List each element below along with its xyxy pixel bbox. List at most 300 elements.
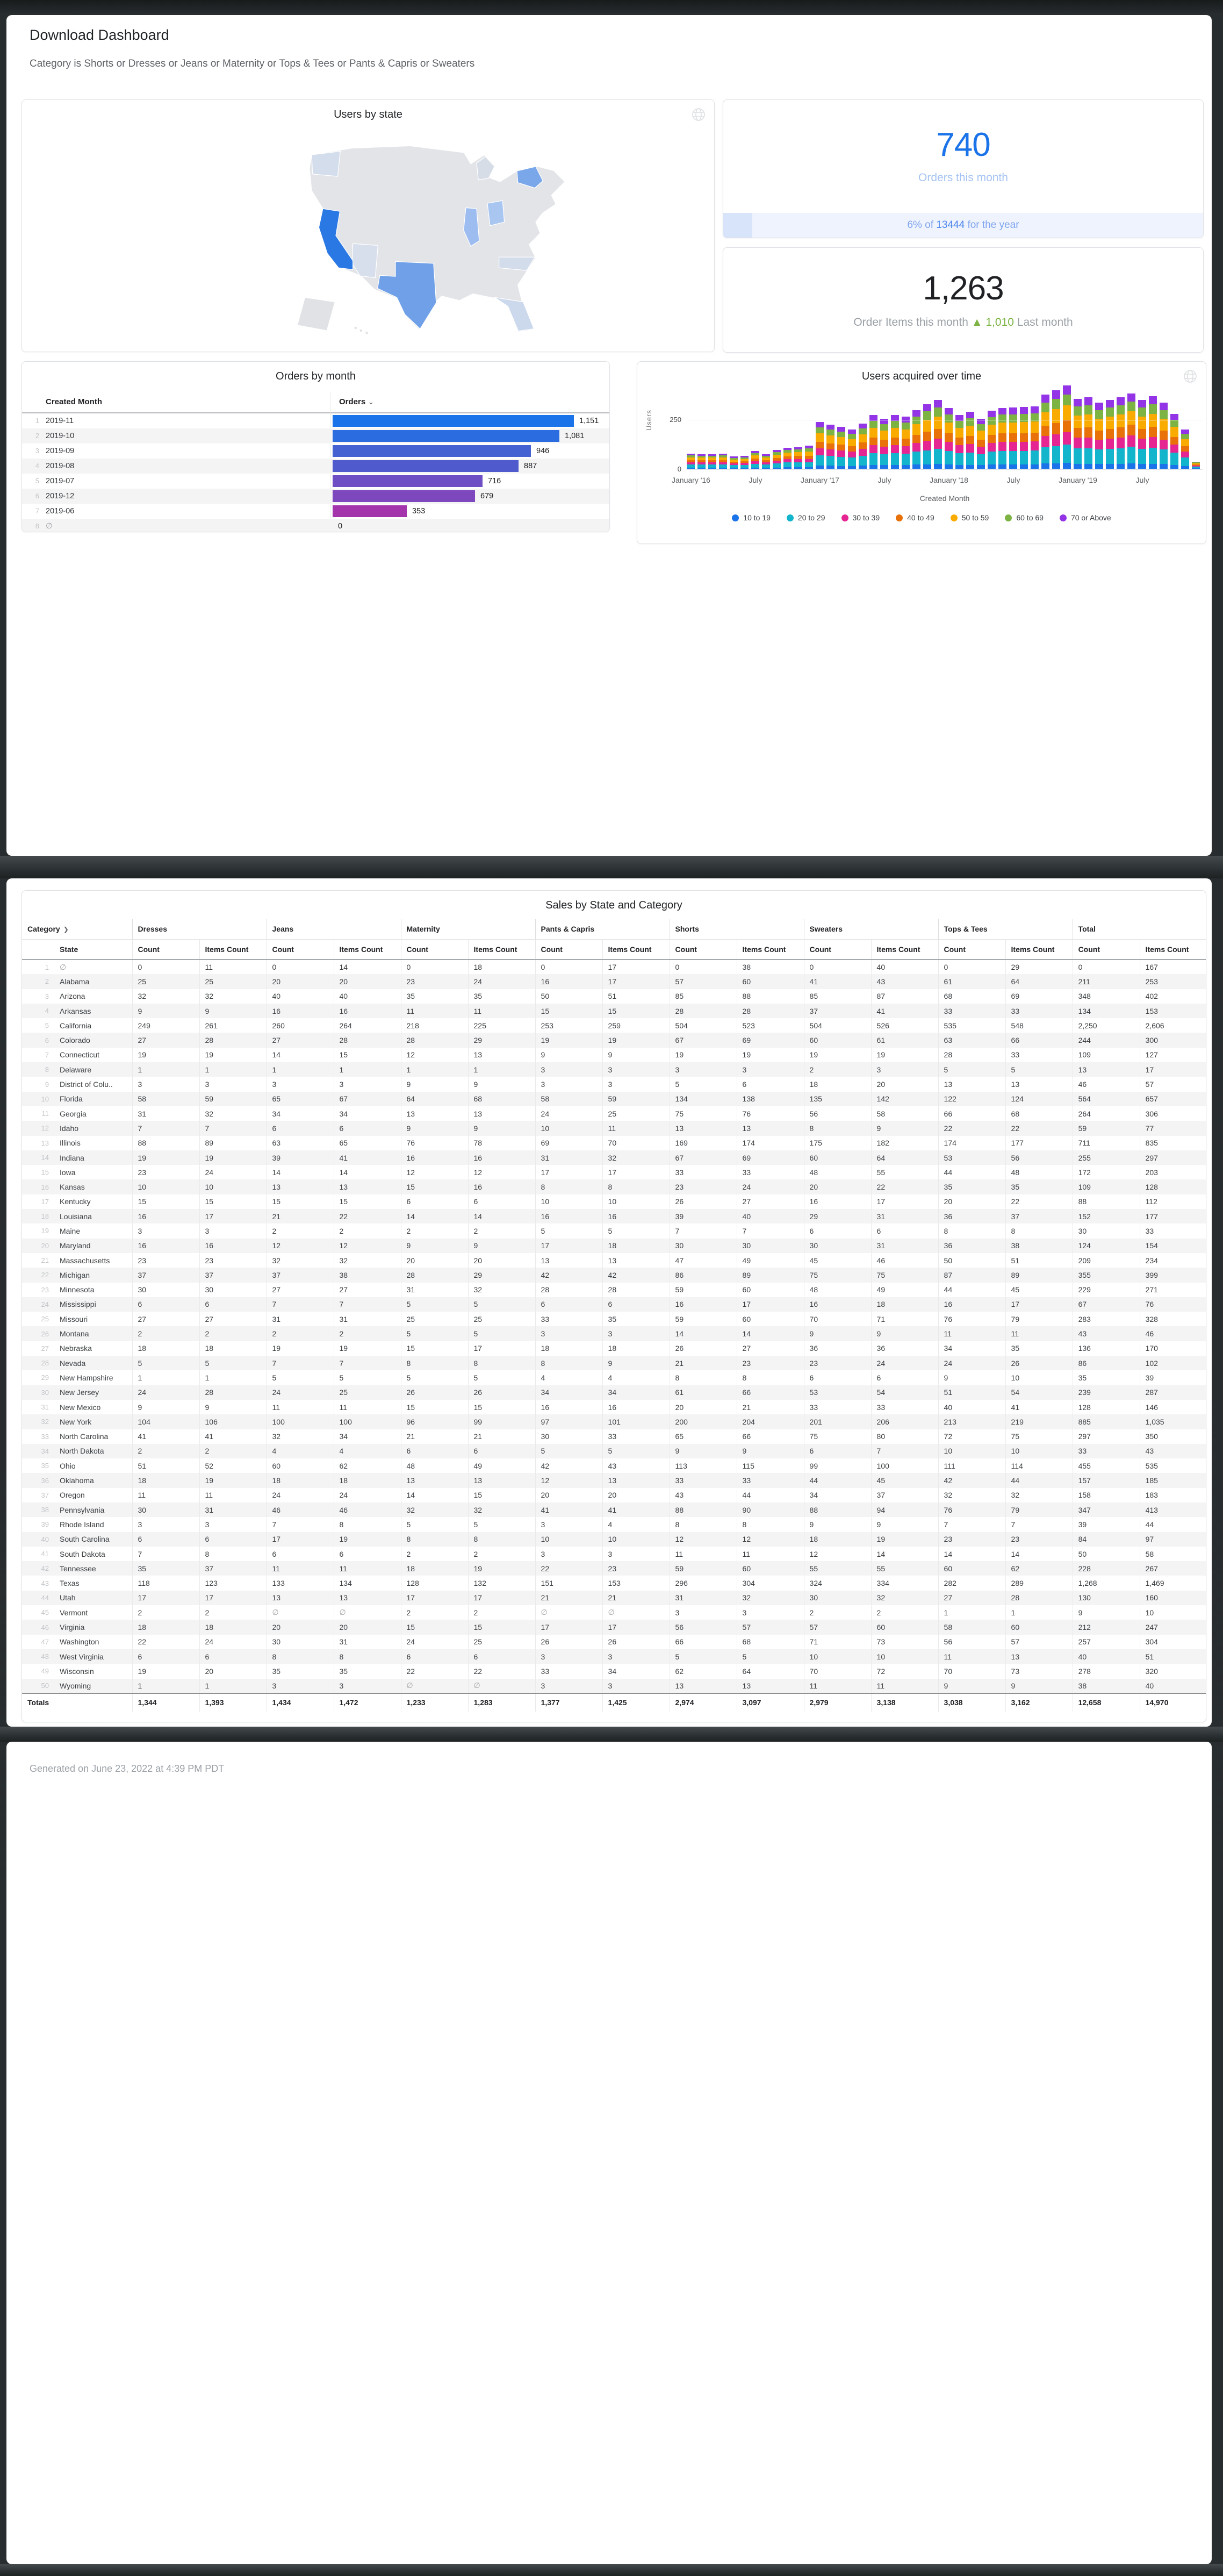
- measure-cell[interactable]: 33: [737, 1473, 804, 1487]
- measure-cell[interactable]: 2,606: [1140, 1018, 1206, 1033]
- state-alaska[interactable]: [297, 297, 335, 331]
- bar-segment[interactable]: [891, 465, 899, 469]
- measure-cell[interactable]: 33: [737, 1165, 804, 1179]
- state-cell[interactable]: Illinois: [60, 1139, 81, 1148]
- measure-cell[interactable]: 30: [804, 1239, 871, 1253]
- bar-segment[interactable]: [1020, 422, 1028, 433]
- measure-cell[interactable]: 25: [602, 1106, 670, 1121]
- bar-segment[interactable]: [1052, 463, 1060, 469]
- measure-cell[interactable]: 49: [871, 1283, 938, 1297]
- measure-cell[interactable]: 123: [199, 1576, 267, 1590]
- measure-cell[interactable]: 134: [1073, 1004, 1140, 1018]
- measure-cell[interactable]: 26: [535, 1635, 602, 1649]
- measure-cell[interactable]: 289: [1005, 1576, 1073, 1590]
- measure-cell[interactable]: 5: [535, 1223, 602, 1238]
- bar-segment[interactable]: [1106, 417, 1114, 429]
- measure-cell[interactable]: 22: [334, 1209, 401, 1223]
- measure-cell[interactable]: 59: [602, 1092, 670, 1106]
- bar-segment[interactable]: [1138, 417, 1146, 429]
- measure-cell[interactable]: 33: [670, 1473, 737, 1487]
- measure-cell[interactable]: 13: [468, 1048, 535, 1062]
- measure-cell[interactable]: 5: [401, 1326, 468, 1341]
- measure-cell[interactable]: 34: [804, 1488, 871, 1502]
- measure-cell[interactable]: 71: [804, 1635, 871, 1649]
- measure-cell[interactable]: 51: [1005, 1253, 1073, 1268]
- bar-segment[interactable]: [934, 449, 942, 464]
- measure-cell[interactable]: 85: [804, 989, 871, 1004]
- bar-segment[interactable]: [1084, 438, 1092, 448]
- measure-cell[interactable]: 39: [267, 1150, 334, 1165]
- measure-cell[interactable]: 45: [871, 1473, 938, 1487]
- bar-segment[interactable]: [945, 464, 953, 469]
- bar-segment[interactable]: [816, 433, 824, 442]
- measure-cell[interactable]: 54: [1005, 1385, 1073, 1400]
- measure-cell[interactable]: 177: [1140, 1209, 1206, 1223]
- measure-cell[interactable]: 28: [1005, 1591, 1073, 1605]
- measure-cell[interactable]: 44: [804, 1473, 871, 1487]
- measure-cell[interactable]: 5: [334, 1370, 401, 1385]
- bar-segment[interactable]: [1031, 433, 1039, 441]
- measure-cell[interactable]: 8: [737, 1370, 804, 1385]
- bar-segment[interactable]: [1084, 405, 1092, 414]
- measure-cell[interactable]: 5: [602, 1223, 670, 1238]
- bar-segment[interactable]: [1138, 439, 1146, 449]
- measure-cell[interactable]: 10: [199, 1179, 267, 1194]
- total-cell[interactable]: 2,974: [670, 1693, 737, 1712]
- bar-segment[interactable]: [837, 457, 845, 466]
- measure-cell[interactable]: 32: [267, 1253, 334, 1268]
- measure-cell[interactable]: 6: [468, 1649, 535, 1664]
- bar-segment[interactable]: [1063, 463, 1071, 469]
- measure-cell[interactable]: 57: [737, 1620, 804, 1634]
- state-cell[interactable]: Wisconsin: [60, 1666, 94, 1676]
- measure-cell[interactable]: 33: [871, 1400, 938, 1414]
- orders-bar[interactable]: [333, 460, 519, 472]
- bar-segment[interactable]: [869, 428, 877, 438]
- measure-cell[interactable]: 22: [871, 1179, 938, 1194]
- measure-cell[interactable]: 22: [1005, 1121, 1073, 1135]
- measure-cell[interactable]: 278: [1073, 1664, 1140, 1678]
- bar-segment[interactable]: [1117, 448, 1125, 464]
- state-cell[interactable]: Utah: [60, 1593, 76, 1602]
- measure-header[interactable]: Items Count: [468, 939, 535, 960]
- measure-cell[interactable]: 44: [938, 1165, 1005, 1179]
- measure-cell[interactable]: 75: [804, 1429, 871, 1444]
- measure-cell[interactable]: 14: [871, 1547, 938, 1561]
- measure-cell[interactable]: 413: [1140, 1502, 1206, 1517]
- measure-cell[interactable]: 38: [1073, 1679, 1140, 1693]
- measure-cell[interactable]: 31: [334, 1635, 401, 1649]
- bar-segment[interactable]: [1149, 404, 1157, 414]
- state-ohio[interactable]: [487, 201, 505, 226]
- measure-cell[interactable]: 12: [804, 1547, 871, 1561]
- measure-cell[interactable]: 177: [1005, 1136, 1073, 1150]
- bar-segment[interactable]: [912, 443, 920, 452]
- stacked-bar-month[interactable]: [687, 454, 695, 469]
- measure-cell[interactable]: 7: [334, 1356, 401, 1370]
- measure-cell[interactable]: 11: [199, 960, 267, 974]
- total-cell[interactable]: 1,283: [468, 1693, 535, 1712]
- bar-segment[interactable]: [1074, 399, 1082, 406]
- measure-cell[interactable]: 5: [468, 1370, 535, 1385]
- measure-cell[interactable]: 32: [602, 1150, 670, 1165]
- measure-cell[interactable]: 15: [267, 1194, 334, 1209]
- measure-cell[interactable]: 657: [1140, 1092, 1206, 1106]
- measure-cell[interactable]: 44: [737, 1488, 804, 1502]
- state-cell[interactable]: New Hampshire: [60, 1373, 113, 1382]
- measure-cell[interactable]: 29: [1005, 960, 1073, 974]
- state-cell[interactable]: Connecticut: [60, 1050, 99, 1060]
- measure-cell[interactable]: 20: [267, 1620, 334, 1634]
- measure-cell[interactable]: 9: [602, 1048, 670, 1062]
- state-cell[interactable]: Montana: [60, 1329, 89, 1339]
- measure-cell[interactable]: 2: [267, 1326, 334, 1341]
- measure-cell[interactable]: 228: [1073, 1561, 1140, 1576]
- state-cell[interactable]: Texas: [60, 1579, 80, 1588]
- measure-cell[interactable]: 3: [535, 1547, 602, 1561]
- measure-cell[interactable]: 23: [1005, 1532, 1073, 1547]
- measure-cell[interactable]: 11: [401, 1004, 468, 1018]
- measure-cell[interactable]: 11: [132, 1488, 199, 1502]
- measure-cell[interactable]: 68: [468, 1092, 535, 1106]
- bar-segment[interactable]: [869, 421, 877, 428]
- measure-cell[interactable]: 14: [737, 1326, 804, 1341]
- bar-segment[interactable]: [1181, 452, 1189, 457]
- measure-cell[interactable]: 128: [401, 1576, 468, 1590]
- measure-cell[interactable]: 60: [737, 1561, 804, 1576]
- measure-cell[interactable]: 14: [334, 1165, 401, 1179]
- measure-cell[interactable]: 88: [670, 1502, 737, 1517]
- measure-cell[interactable]: 16: [602, 1209, 670, 1223]
- measure-cell[interactable]: 18: [132, 1341, 199, 1356]
- measure-cell[interactable]: 32: [468, 1283, 535, 1297]
- measure-cell[interactable]: 6: [401, 1444, 468, 1458]
- group-header[interactable]: Pants & Capris: [535, 919, 670, 939]
- column-header-orders[interactable]: Orders ⌄: [339, 397, 375, 406]
- measure-cell[interactable]: 10: [1140, 1605, 1206, 1620]
- total-cell[interactable]: 3,038: [938, 1693, 1005, 1712]
- measure-cell[interactable]: 76: [938, 1312, 1005, 1326]
- measure-cell[interactable]: 4: [535, 1370, 602, 1385]
- stacked-bar-month[interactable]: [977, 419, 985, 469]
- bar-segment[interactable]: [891, 438, 899, 445]
- measure-cell[interactable]: 32: [267, 1429, 334, 1444]
- bar-segment[interactable]: [1074, 416, 1082, 428]
- measure-cell[interactable]: 244: [1073, 1033, 1140, 1047]
- measure-cell[interactable]: 27: [199, 1312, 267, 1326]
- measure-cell[interactable]: 77: [1140, 1121, 1206, 1135]
- measure-cell[interactable]: 3: [871, 1062, 938, 1077]
- bar-segment[interactable]: [859, 428, 867, 434]
- measure-cell[interactable]: 6: [535, 1297, 602, 1312]
- measure-cell[interactable]: 24: [199, 1635, 267, 1649]
- group-header[interactable]: Total: [1073, 919, 1206, 939]
- measure-cell[interactable]: 11: [1005, 1326, 1073, 1341]
- bar-segment[interactable]: [1138, 464, 1146, 469]
- stacked-bar-month[interactable]: [1009, 407, 1017, 469]
- measure-cell[interactable]: 133: [267, 1576, 334, 1590]
- measure-cell[interactable]: 20: [535, 1488, 602, 1502]
- state-hawaii[interactable]: [359, 329, 363, 332]
- stacked-bar-month[interactable]: [880, 419, 888, 469]
- measure-cell[interactable]: 3: [334, 1679, 401, 1693]
- measure-cell[interactable]: 29: [468, 1033, 535, 1047]
- bar-segment[interactable]: [912, 435, 920, 443]
- measure-cell[interactable]: 19: [199, 1150, 267, 1165]
- created-month-cell[interactable]: 2019-06: [46, 507, 75, 516]
- measure-cell[interactable]: 41: [871, 1004, 938, 1018]
- measure-cell[interactable]: 89: [199, 1136, 267, 1150]
- measure-cell[interactable]: 19: [334, 1532, 401, 1547]
- measure-cell[interactable]: 56: [938, 1635, 1005, 1649]
- measure-cell[interactable]: 71: [871, 1312, 938, 1326]
- us-map[interactable]: [226, 128, 635, 339]
- measure-cell[interactable]: 3: [535, 1517, 602, 1532]
- bar-segment[interactable]: [1009, 451, 1017, 464]
- measure-cell[interactable]: 10: [535, 1532, 602, 1547]
- measure-cell[interactable]: 15: [468, 1488, 535, 1502]
- measure-cell[interactable]: 25: [199, 974, 267, 989]
- measure-cell[interactable]: 33: [535, 1664, 602, 1678]
- measure-cell[interactable]: 56: [804, 1106, 871, 1121]
- measure-cell[interactable]: 45: [1005, 1283, 1073, 1297]
- bar-segment[interactable]: [1020, 433, 1028, 442]
- measure-cell[interactable]: 32: [401, 1502, 468, 1517]
- measure-cell[interactable]: 62: [670, 1664, 737, 1678]
- measure-cell[interactable]: 68: [938, 989, 1005, 1004]
- stacked-bar-month[interactable]: [1084, 397, 1092, 469]
- measure-cell[interactable]: 8: [267, 1649, 334, 1664]
- state-cell[interactable]: Wyoming: [60, 1681, 91, 1690]
- measure-cell[interactable]: 157: [1073, 1473, 1140, 1487]
- bar-segment[interactable]: [848, 439, 856, 446]
- measure-cell[interactable]: 18: [199, 1341, 267, 1356]
- stacked-bar-month[interactable]: [740, 456, 749, 469]
- measure-cell[interactable]: 18: [804, 1532, 871, 1547]
- measure-cell[interactable]: 40: [871, 960, 938, 974]
- bar-segment[interactable]: [1149, 414, 1157, 427]
- measure-cell[interactable]: 304: [737, 1576, 804, 1590]
- measure-cell[interactable]: 18: [132, 1620, 199, 1634]
- bar-segment[interactable]: [1095, 419, 1103, 431]
- bar-segment[interactable]: [966, 426, 974, 436]
- measure-cell[interactable]: 27: [132, 1312, 199, 1326]
- bar-segment[interactable]: [859, 434, 867, 442]
- measure-cell[interactable]: 36: [804, 1341, 871, 1356]
- measure-cell[interactable]: 9: [1005, 1679, 1073, 1693]
- measure-cell[interactable]: 24: [132, 1385, 199, 1400]
- bar-segment[interactable]: [912, 424, 920, 435]
- bar-segment[interactable]: [966, 465, 974, 469]
- bar-segment[interactable]: [1031, 441, 1039, 450]
- measure-cell[interactable]: 0: [401, 960, 468, 974]
- measure-cell[interactable]: 55: [871, 1561, 938, 1576]
- bar-segment[interactable]: [945, 414, 953, 423]
- measure-cell[interactable]: 3: [737, 1062, 804, 1077]
- measure-cell[interactable]: 40: [1140, 1679, 1206, 1693]
- measure-cell[interactable]: 76: [1140, 1297, 1206, 1312]
- measure-cell[interactable]: 5: [267, 1370, 334, 1385]
- measure-cell[interactable]: 23: [670, 1179, 737, 1194]
- measure-cell[interactable]: 21: [670, 1356, 737, 1370]
- measure-cell[interactable]: 35: [1005, 1341, 1073, 1356]
- measure-cell[interactable]: 14: [334, 960, 401, 974]
- measure-cell[interactable]: 11: [670, 1547, 737, 1561]
- measure-cell[interactable]: 32: [871, 1591, 938, 1605]
- measure-cell[interactable]: 37: [199, 1268, 267, 1282]
- measure-cell[interactable]: 35: [334, 1664, 401, 1678]
- state-cell[interactable]: New Mexico: [60, 1403, 101, 1412]
- orders-value-label[interactable]: 716: [488, 477, 501, 485]
- measure-cell[interactable]: 25: [132, 974, 199, 989]
- measure-cell[interactable]: 27: [334, 1283, 401, 1297]
- bar-segment[interactable]: [837, 427, 845, 432]
- bar-segment[interactable]: [1041, 426, 1049, 436]
- total-cell[interactable]: 3,097: [737, 1693, 804, 1712]
- bar-segment[interactable]: [773, 468, 781, 469]
- measure-header[interactable]: Count: [401, 939, 468, 960]
- measure-cell[interactable]: 255: [1073, 1150, 1140, 1165]
- measure-cell[interactable]: 19: [804, 1048, 871, 1062]
- measure-cell[interactable]: 128: [1140, 1179, 1206, 1194]
- measure-cell[interactable]: 12: [468, 1165, 535, 1179]
- bar-segment[interactable]: [1009, 433, 1017, 442]
- measure-cell[interactable]: 22: [401, 1664, 468, 1678]
- bar-segment[interactable]: [1063, 405, 1071, 420]
- stacked-bar-month[interactable]: [902, 417, 910, 469]
- orders-value-label[interactable]: 0: [338, 522, 343, 531]
- measure-cell[interactable]: 42: [602, 1268, 670, 1282]
- measure-cell[interactable]: 11: [267, 1400, 334, 1414]
- measure-cell[interactable]: 535: [1140, 1458, 1206, 1473]
- measure-cell[interactable]: 25: [401, 1312, 468, 1326]
- measure-cell[interactable]: 42: [535, 1268, 602, 1282]
- measure-cell[interactable]: 20: [199, 1664, 267, 1678]
- measure-cell[interactable]: 22: [938, 1121, 1005, 1135]
- bar-segment[interactable]: [751, 464, 759, 468]
- bar-segment[interactable]: [869, 438, 877, 445]
- measure-cell[interactable]: 11: [468, 1004, 535, 1018]
- bar-segment[interactable]: [783, 462, 792, 467]
- measure-cell[interactable]: 8: [670, 1370, 737, 1385]
- measure-cell[interactable]: 31: [535, 1150, 602, 1165]
- measure-cell[interactable]: 30: [132, 1502, 199, 1517]
- measure-cell[interactable]: 3: [334, 1077, 401, 1091]
- measure-cell[interactable]: 41: [199, 1429, 267, 1444]
- measure-cell[interactable]: 7: [334, 1297, 401, 1312]
- state-cell[interactable]: Iowa: [60, 1168, 76, 1177]
- bar-segment[interactable]: [848, 452, 856, 457]
- bar-segment[interactable]: [988, 443, 996, 452]
- bar-segment[interactable]: [1084, 464, 1092, 469]
- measure-cell[interactable]: 60: [737, 974, 804, 989]
- measure-cell[interactable]: 36: [938, 1239, 1005, 1253]
- measure-cell[interactable]: 35: [938, 1179, 1005, 1194]
- measure-cell[interactable]: 5: [737, 1649, 804, 1664]
- measure-cell[interactable]: 211: [1073, 974, 1140, 989]
- measure-cell[interactable]: 58: [871, 1106, 938, 1121]
- measure-cell[interactable]: 10: [804, 1649, 871, 1664]
- measure-cell[interactable]: 38: [1005, 1239, 1073, 1253]
- measure-cell[interactable]: 10: [132, 1179, 199, 1194]
- state-cell[interactable]: Missouri: [60, 1314, 88, 1323]
- measure-cell[interactable]: 234: [1140, 1253, 1206, 1268]
- measure-cell[interactable]: 2: [132, 1444, 199, 1458]
- orders-bar[interactable]: [333, 430, 559, 442]
- bar-segment[interactable]: [977, 447, 985, 454]
- measure-cell[interactable]: 1,035: [1140, 1414, 1206, 1429]
- orders-this-month-value[interactable]: 740: [936, 126, 990, 163]
- state-cell[interactable]: Nebraska: [60, 1344, 92, 1353]
- bar-segment[interactable]: [859, 424, 867, 428]
- measure-cell[interactable]: 60: [804, 1033, 871, 1047]
- total-cell[interactable]: 1,377: [535, 1693, 602, 1712]
- measure-cell[interactable]: 169: [670, 1136, 737, 1150]
- bar-segment[interactable]: [1170, 445, 1178, 453]
- measure-cell[interactable]: 5: [401, 1297, 468, 1312]
- measure-cell[interactable]: 53: [938, 1150, 1005, 1165]
- bar-segment[interactable]: [945, 442, 953, 451]
- measure-cell[interactable]: 30: [535, 1429, 602, 1444]
- measure-cell[interactable]: 219: [1005, 1414, 1073, 1429]
- measure-cell[interactable]: 213: [938, 1414, 1005, 1429]
- stacked-bar-month[interactable]: [1170, 414, 1178, 469]
- measure-cell[interactable]: 267: [1140, 1561, 1206, 1576]
- bar-segment[interactable]: [880, 431, 888, 440]
- measure-cell[interactable]: 33: [1005, 1048, 1073, 1062]
- measure-cell[interactable]: 40: [334, 989, 401, 1004]
- bar-segment[interactable]: [783, 453, 792, 456]
- measure-cell[interactable]: 170: [1140, 1341, 1206, 1356]
- stacked-bar-month[interactable]: [1149, 396, 1157, 469]
- measure-cell[interactable]: 282: [938, 1576, 1005, 1590]
- measure-cell[interactable]: 22: [535, 1561, 602, 1576]
- stacked-bar-month[interactable]: [945, 408, 953, 469]
- bar-segment[interactable]: [1127, 393, 1135, 402]
- measure-cell[interactable]: 18: [602, 1341, 670, 1356]
- measure-header[interactable]: Items Count: [1005, 939, 1073, 960]
- measure-cell[interactable]: 2: [401, 1547, 468, 1561]
- measure-cell[interactable]: 8: [938, 1223, 1005, 1238]
- measure-cell[interactable]: 35: [132, 1561, 199, 1576]
- measure-cell[interactable]: 1: [199, 1370, 267, 1385]
- measure-cell[interactable]: 97: [535, 1414, 602, 1429]
- bar-segment[interactable]: [934, 417, 942, 429]
- measure-cell[interactable]: 287: [1140, 1385, 1206, 1400]
- measure-cell[interactable]: 12: [737, 1532, 804, 1547]
- measure-cell[interactable]: 124: [1005, 1092, 1073, 1106]
- bar-segment[interactable]: [1095, 410, 1103, 419]
- measure-cell[interactable]: 6: [267, 1547, 334, 1561]
- bar-segment[interactable]: [1181, 457, 1189, 466]
- measure-cell[interactable]: 17: [199, 1209, 267, 1223]
- measure-cell[interactable]: 19: [132, 1048, 199, 1062]
- total-cell[interactable]: 3,162: [1005, 1693, 1073, 1712]
- measure-cell[interactable]: 16: [401, 1150, 468, 1165]
- measure-cell[interactable]: 31: [132, 1106, 199, 1121]
- measure-cell[interactable]: 109: [1073, 1048, 1140, 1062]
- measure-cell[interactable]: 18: [535, 1341, 602, 1356]
- measure-cell[interactable]: 24: [468, 974, 535, 989]
- measure-cell[interactable]: 18: [602, 1239, 670, 1253]
- bar-segment[interactable]: [902, 430, 910, 439]
- bar-segment[interactable]: [1074, 438, 1082, 448]
- measure-cell[interactable]: 11: [334, 1561, 401, 1576]
- measure-cell[interactable]: 146: [1140, 1400, 1206, 1414]
- measure-cell[interactable]: 62: [1005, 1561, 1073, 1576]
- order-items-value[interactable]: 1,263: [923, 270, 1004, 307]
- stacked-bar-month[interactable]: [848, 430, 856, 469]
